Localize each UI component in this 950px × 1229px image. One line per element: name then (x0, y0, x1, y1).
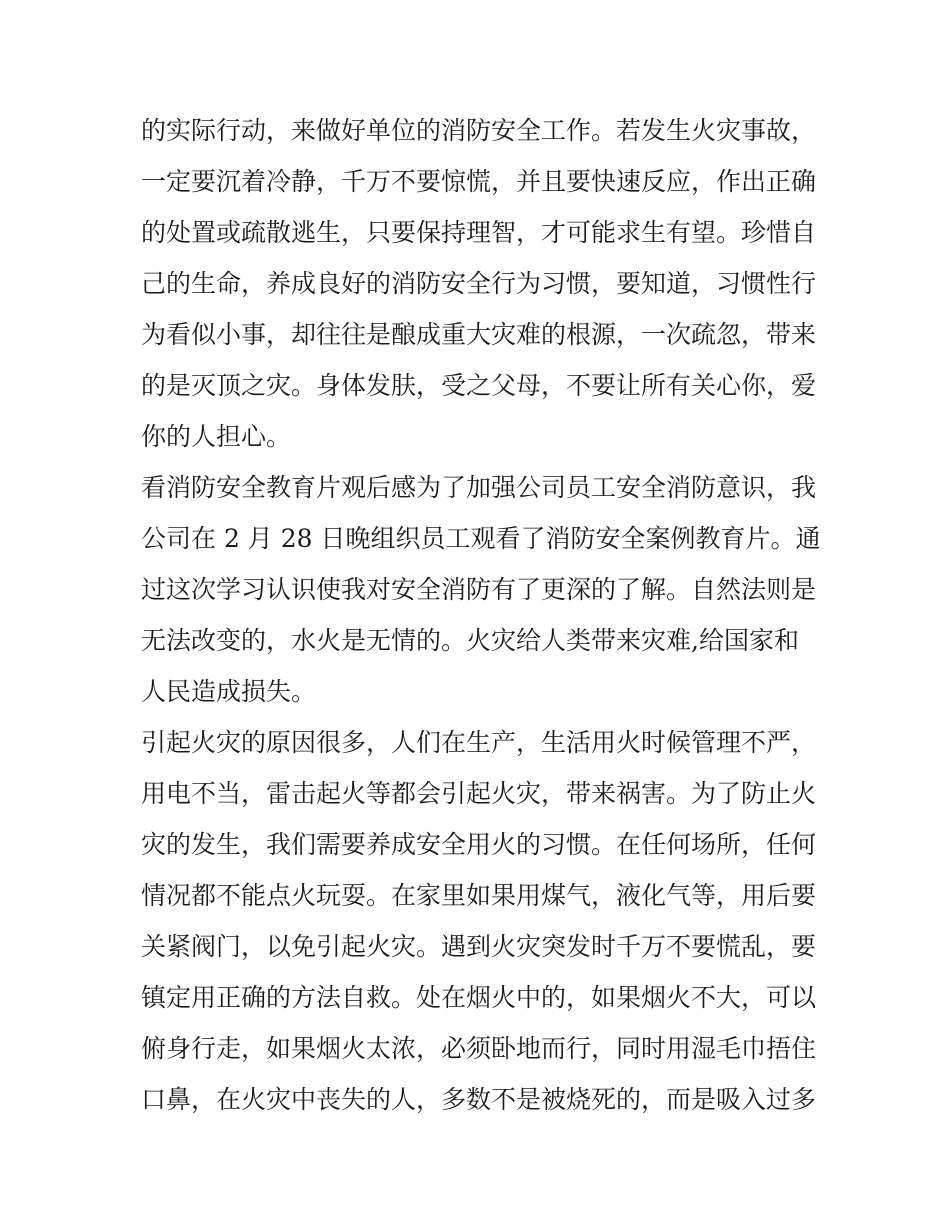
text-line: 己的生命，养成良好的消防安全行为习惯，要知道，习惯性行 (141, 269, 817, 298)
text-line: 你的人担心。 (141, 422, 292, 451)
text-line: 口鼻，在火灾中丧失的人，多数不是被烧死的，而是吸入过多 (141, 1085, 817, 1114)
text-line: 俯身行走，如果烟火太浓，必须卧地而行，同时用湿毛巾捂住 (141, 1034, 817, 1063)
body-text (141, 105, 821, 1125)
text-line: 引起火灾的原因很多，人们在生产，生活用火时候管理不严， (141, 728, 817, 757)
text-line: 为看似小事，却往往是酿成重大灾难的根源，一次疏忽，带来 (141, 320, 817, 349)
text-line: 用电不当，雷击起火等都会引起火灾，带来祸害。为了防止火 (141, 779, 817, 808)
text-line: 无法改变的，水火是无情的。火灾给人类带来灾难,给国家和 (141, 626, 799, 655)
text-line: 灾的发生，我们需要养成安全用火的习惯。在任何场所，任何 (141, 830, 817, 859)
text-line: 的处置或疏散逃生，只要保持理智，才可能求生有望。珍惜自 (141, 218, 817, 247)
text-line: 看消防安全教育片观后感为了加强公司员工安全消防意识，我 (141, 473, 817, 502)
text-line: 公司在 2 月 28 日晚组织员工观看了消防安全案例教育片。通 (141, 524, 821, 553)
text-line: 的是灭顶之灾。身体发肤，受之父母，不要让所有关心你，爱 (141, 371, 817, 400)
text-line: 的实际行动，来做好单位的消防安全工作。若发生火灾事故， (141, 116, 817, 145)
text-line: 一定要沉着冷静，千万不要惊慌，并且要快速反应，作出正确 (141, 167, 817, 196)
text-line: 过这次学习认识使我对安全消防有了更深的了解。自然法则是 (141, 575, 817, 604)
text-line: 镇定用正确的方法自救。处在烟火中的，如果烟火不大，可以 (141, 983, 817, 1012)
text-line: 关紧阀门，以免引起火灾。遇到火灾突发时千万不要慌乱，要 (141, 932, 817, 961)
text-line: 情况都不能点火玩耍。在家里如果用煤气，液化气等，用后要 (141, 881, 817, 910)
text-line: 人民造成损失。 (141, 677, 317, 706)
